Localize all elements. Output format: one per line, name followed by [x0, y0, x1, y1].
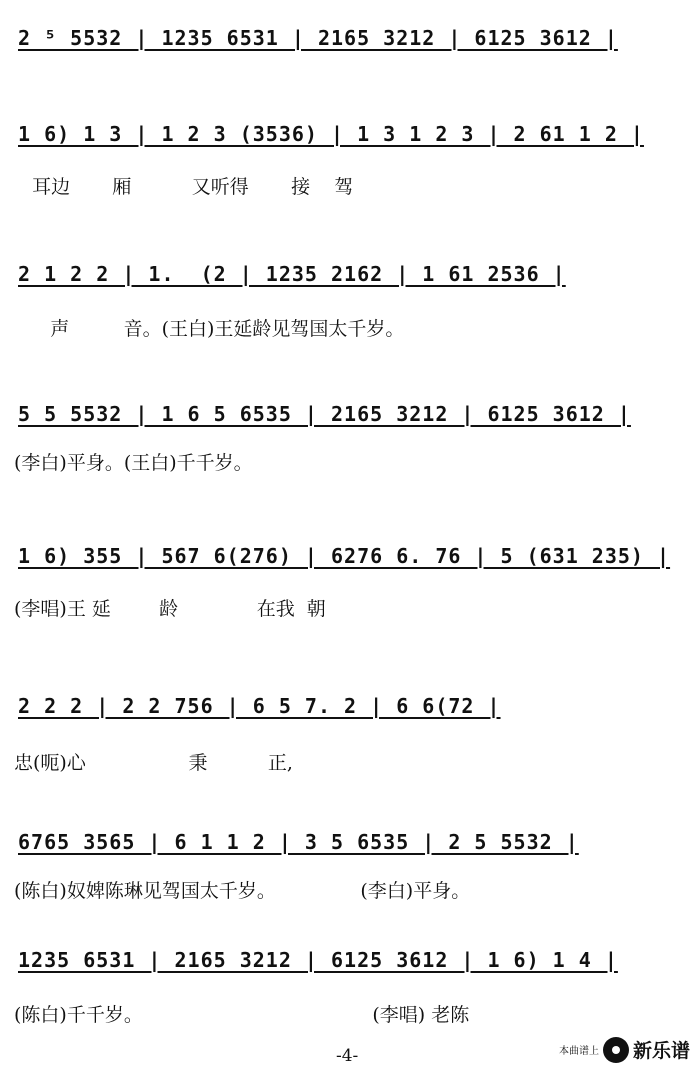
score-system-8 — [0, 944, 700, 1024]
music-disc-icon — [603, 1037, 629, 1063]
watermark-brand: 新乐谱 — [632, 1040, 690, 1062]
notation-line: 6765 3565 | 6 1 1 2 | 3 5 6535 | 2 5 5532 | — [18, 830, 579, 854]
page-number: -4- — [336, 1046, 359, 1066]
lyrics-line: 声 音。(王白)王延龄见驾国太千岁。 — [14, 318, 405, 340]
score-system-5 — [0, 540, 700, 630]
score-system-1 — [0, 20, 700, 80]
notation-line: 2 ⁵ 5532 | 1235 6531 | 2165 3212 | 6125 3612 | — [18, 26, 618, 50]
lyrics-line: 忠(呃)心 秉 正, — [14, 752, 293, 774]
notation-line: 5 5 5532 | 1 6 5 6535 | 2165 3212 | 6125 3612 | — [18, 402, 631, 426]
lyrics-line: (李唱)王 延 龄 在我 朝 — [14, 598, 326, 620]
lyrics-line: (李白)平身。(王白)千千岁。 — [14, 452, 253, 474]
score-system-4 — [0, 398, 700, 488]
score-system-2 — [0, 118, 700, 208]
score-system-7 — [0, 826, 700, 906]
watermark — [559, 1036, 690, 1063]
watermark-prefix: 本曲谱上 — [558, 1046, 599, 1057]
notation-line: 1 6) 355 | 567 6(276) | 6276 6. 76 | 5 (631 235) | — [18, 544, 671, 568]
lyrics-line: (陈白)奴婢陈琳见驾国太千岁。 (李白)平身。 — [14, 880, 471, 902]
lyrics-line: (陈白)千千岁。 (李唱) 老陈 — [14, 1004, 470, 1026]
notation-line: 2 2 2 | 2 2 756 | 6 5 7. 2 | 6 6(72 | — [18, 694, 501, 718]
notation-line: 1235 6531 | 2165 3212 | 6125 3612 | 1 6) 1 4 | — [18, 948, 618, 972]
score-system-6 — [0, 690, 700, 780]
notation-line: 1 6) 1 3 | 1 2 3 (3536) | 1 3 1 2 3 | 2 61 1 2 | — [18, 122, 644, 146]
score-system-3 — [0, 258, 700, 348]
lyrics-line: 耳边 厢 又听得 接 驾 — [14, 176, 354, 198]
notation-line: 2 1 2 2 | 1. (2 | 1235 2162 | 1 61 2536 | — [18, 262, 566, 286]
